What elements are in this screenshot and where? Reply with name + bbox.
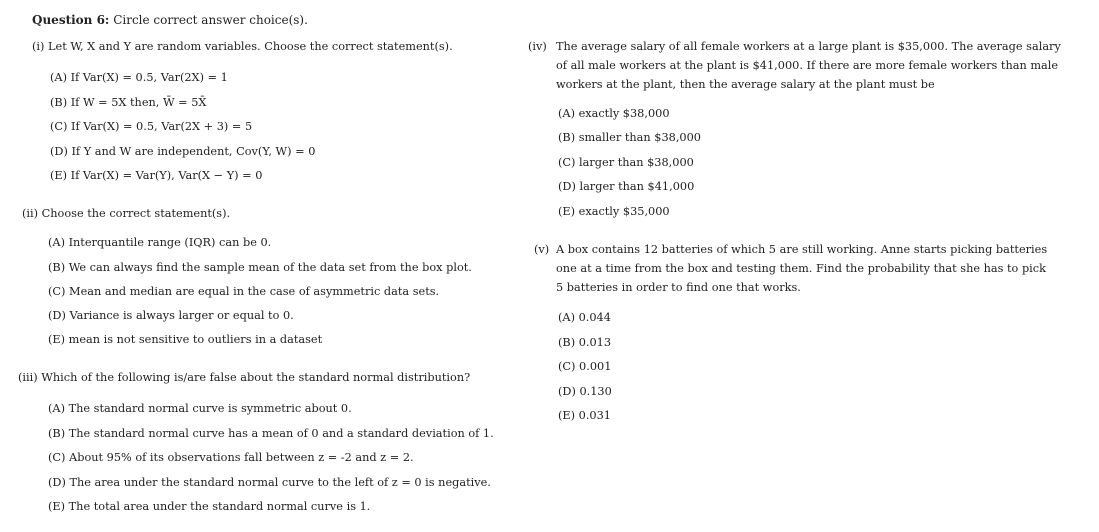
q5-stem-line: 5 batteries in order to find one that works. xyxy=(556,281,801,294)
q2-option-e[interactable]: (E) mean is not sensitive to outliers in a dataset xyxy=(48,333,323,346)
q4-stem-line: The average salary of all female workers at a large plant is $35,000. The average salary xyxy=(556,40,1061,53)
q3-option-d[interactable]: (D) The area under the standard normal curve to the left of z = 0 is negative. xyxy=(48,476,491,489)
q1-option-c[interactable]: (C) If Var(X) = 0.5, Var(2X + 3) = 5 xyxy=(50,120,253,133)
question-title xyxy=(32,14,308,26)
q5-option-b[interactable]: (B) 0.013 xyxy=(558,336,612,349)
question-instruction: Circle correct answer choice(s). xyxy=(113,13,308,27)
q4-option-a[interactable]: (A) exactly $38,000 xyxy=(558,107,670,120)
q2-option-d[interactable]: (D) Variance is always larger or equal to 0. xyxy=(48,309,294,322)
q3-option-c[interactable]: (C) About 95% of its observations fall between z = -2 and z = 2. xyxy=(48,451,414,464)
q4-stem-line: of all male workers at the plant is $41,000. If there are more female workers than male xyxy=(556,59,1059,72)
q4-option-c[interactable]: (C) larger than $38,000 xyxy=(558,156,694,169)
q4-number: (iv) xyxy=(528,40,547,53)
q5-option-d[interactable]: (D) 0.130 xyxy=(558,385,612,398)
q2-option-c[interactable]: (C) Mean and median are equal in the case of asymmetric data sets. xyxy=(48,285,440,298)
q4-option-d[interactable]: (D) larger than $41,000 xyxy=(558,180,695,193)
q5-option-e[interactable]: (E) 0.031 xyxy=(558,409,611,422)
q5-option-a[interactable]: (A) 0.044 xyxy=(558,311,611,324)
q5-stem xyxy=(556,240,1047,297)
q3-option-a[interactable]: (A) The standard normal curve is symmetric about 0. xyxy=(48,402,352,415)
q5-option-c[interactable]: (C) 0.001 xyxy=(558,360,612,373)
q5-stem-line: one at a time from the box and testing them. Find the probability that she has to pick xyxy=(556,262,1046,275)
question-number-label: Question 6: xyxy=(32,13,110,27)
q2-option-a[interactable]: (A) Interquantile range (IQR) can be 0. xyxy=(48,236,272,249)
q3-option-e[interactable]: (E) The total area under the standard normal curve is 1. xyxy=(48,500,371,513)
q5-number: (v) xyxy=(534,243,550,256)
q1-stem: (i) Let W, X and Y are random variables. Choose the correct statement(s). xyxy=(32,40,453,53)
q4-stem xyxy=(556,37,1061,94)
q3-option-b[interactable]: (B) The standard normal curve has a mean of 0 and a standard deviation of 1. xyxy=(48,427,494,440)
q2-stem: (ii) Choose the correct statement(s). xyxy=(22,207,231,220)
q4-option-b[interactable]: (B) smaller than $38,000 xyxy=(558,131,701,144)
q1-option-e[interactable]: (E) If Var(X) = Var(Y), Var(X − Y) = 0 xyxy=(50,169,263,182)
q1-option-d[interactable]: (D) If Y and W are independent, Cov(Y, W) = 0 xyxy=(50,145,316,158)
q4-option-e[interactable]: (E) exactly $35,000 xyxy=(558,205,670,218)
q1-option-b[interactable]: (B) If W = 5X then, W̄ = 5X̄ xyxy=(50,96,207,109)
q4-stem-line: workers at the plant, then the average salary at the plant must be xyxy=(556,78,935,91)
q2-option-b[interactable]: (B) We can always find the sample mean of the data set from the box plot. xyxy=(48,261,472,274)
q1-option-a[interactable]: (A) If Var(X) = 0.5, Var(2X) = 1 xyxy=(50,71,228,84)
q5-stem-line: A box contains 12 batteries of which 5 are still working. Anne starts picking batteries xyxy=(556,243,1048,256)
q3-stem: (iii) Which of the following is/are false about the standard normal distribution? xyxy=(18,371,471,384)
